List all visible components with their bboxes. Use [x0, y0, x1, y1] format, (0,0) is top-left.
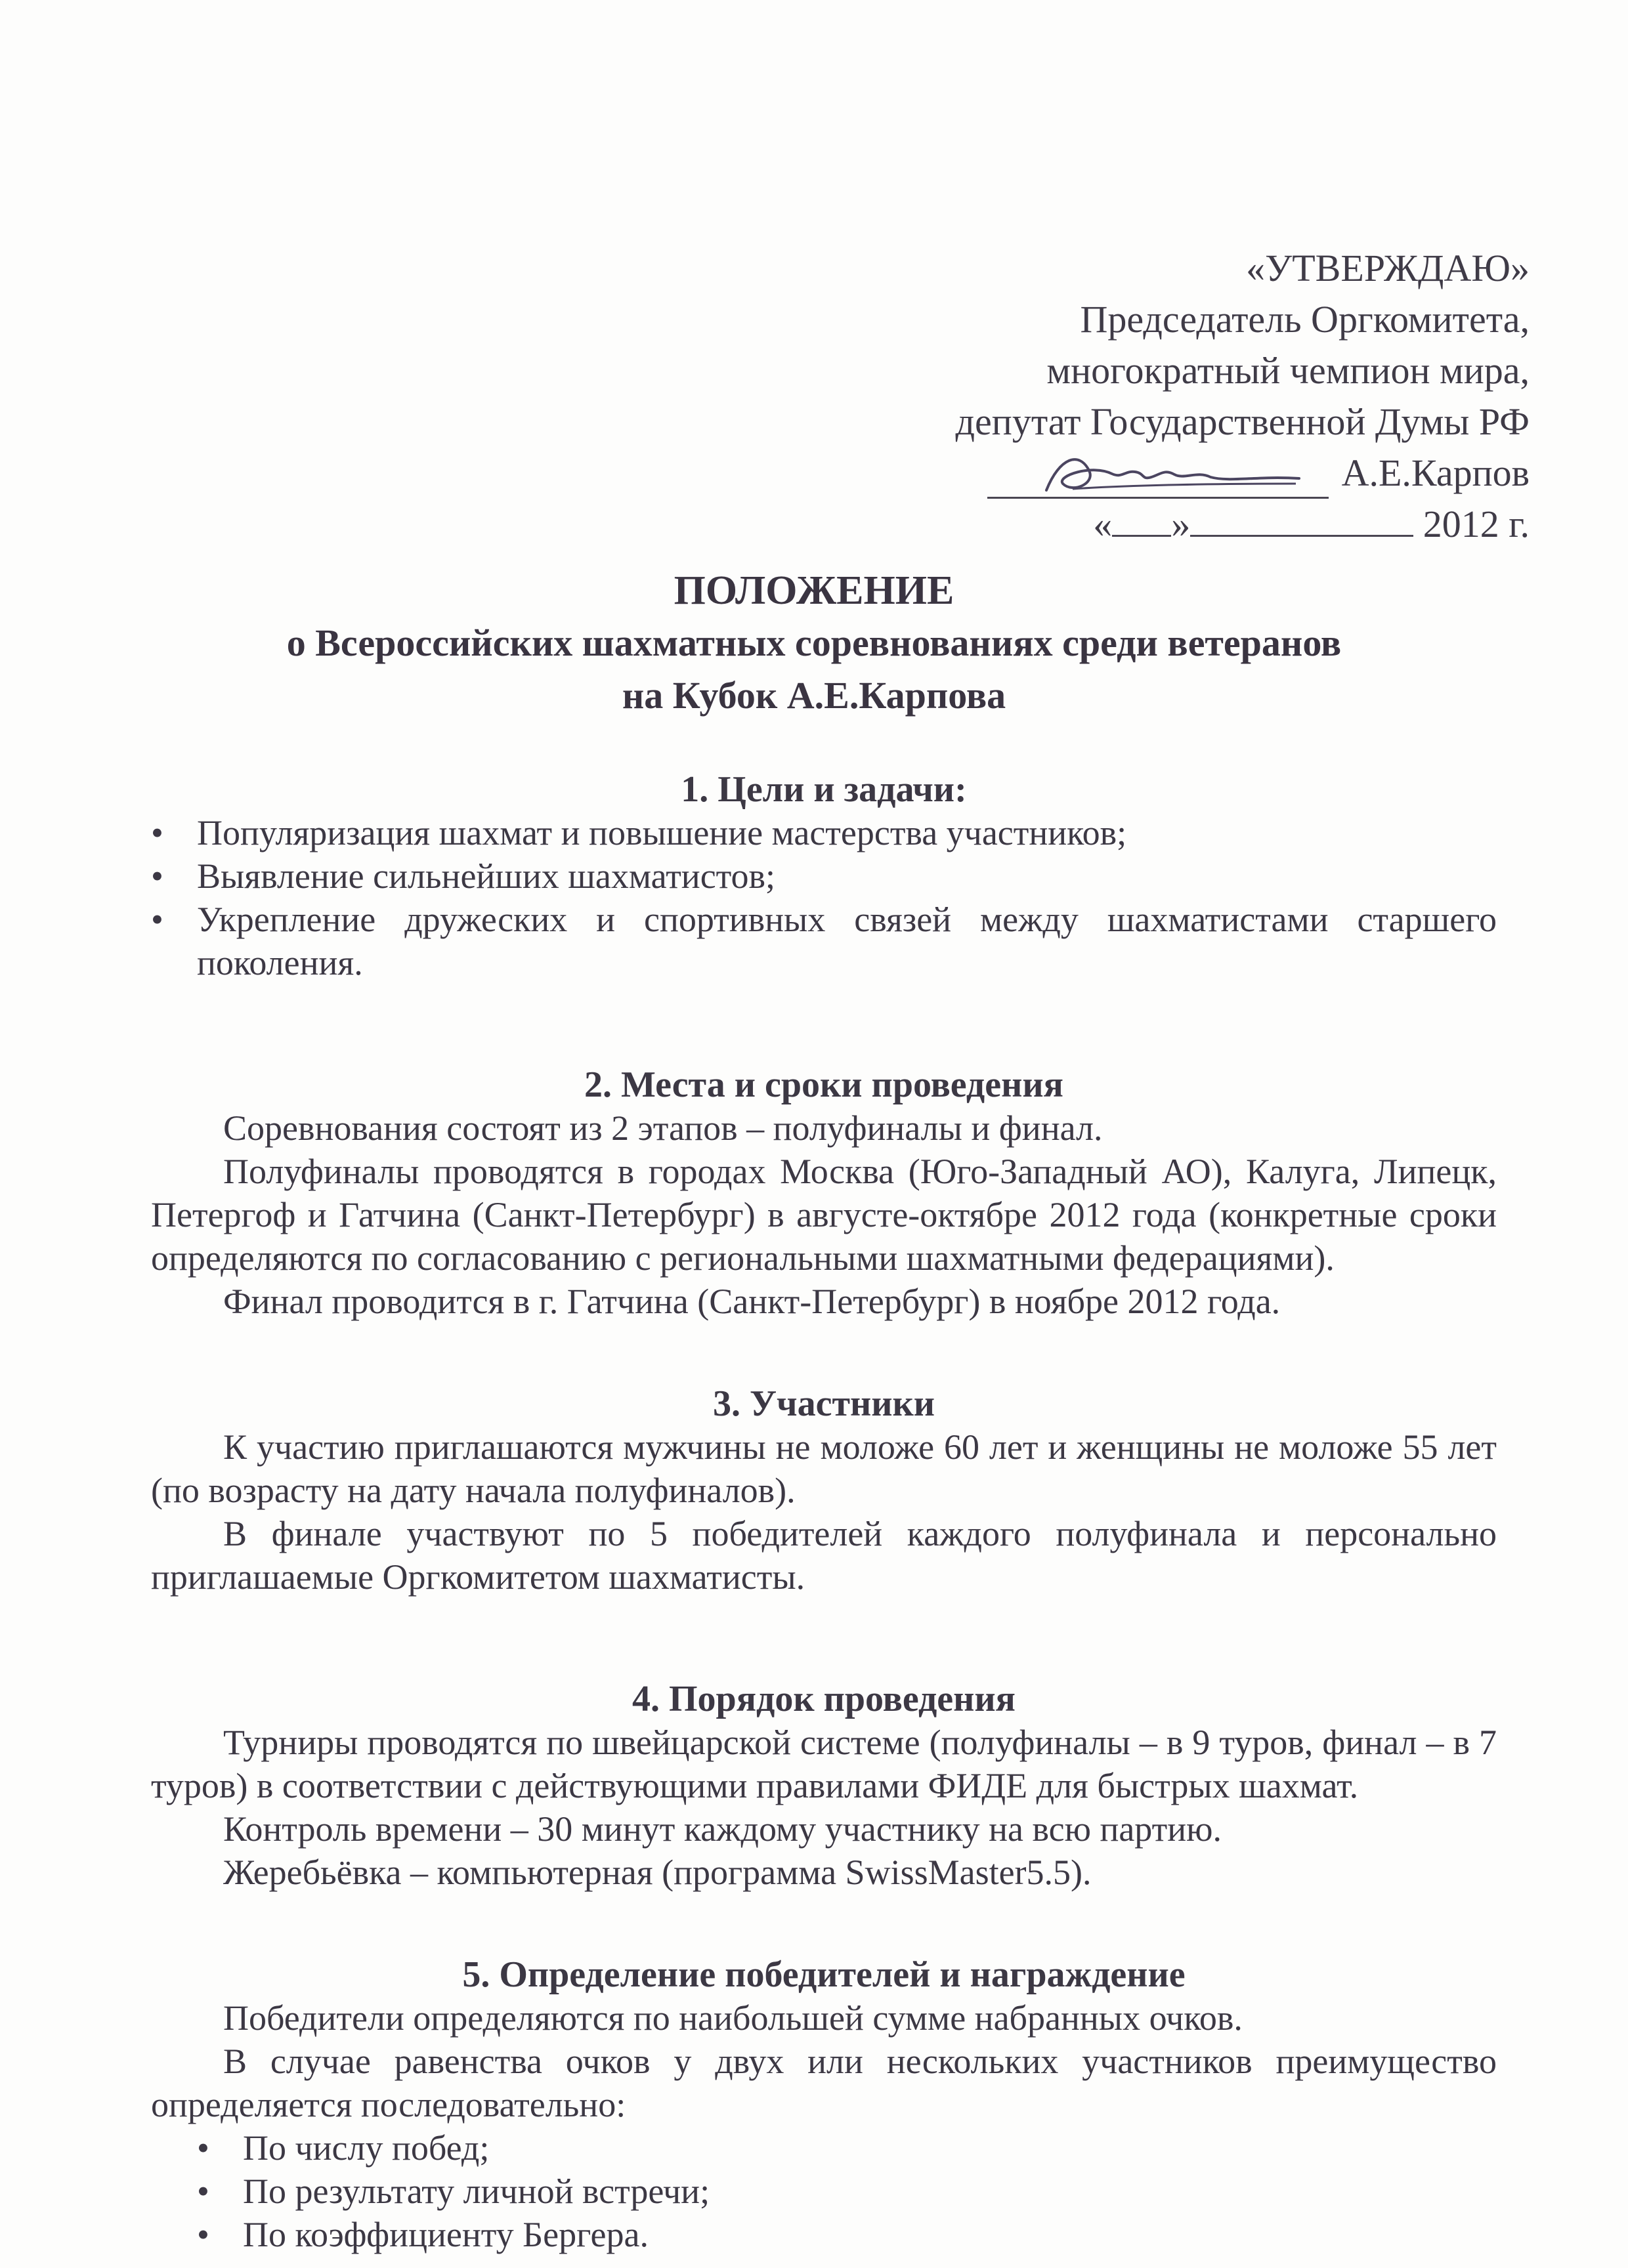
title-heading: ПОЛОЖЕНИЕ	[674, 568, 954, 613]
paragraph: Соревнования состоят из 2 этапов – полуфиналы и финал.	[223, 1108, 1103, 1148]
goals-list	[151, 811, 1497, 984]
tiebreak-list	[151, 2126, 1497, 2256]
approval-office: депутат Государственной Думы РФ	[955, 400, 1530, 443]
paragraph: Контроль времени – 30 минут каждому участнику на всю партию.	[223, 1809, 1222, 1849]
list-item: • По результату личной встречи;	[197, 2172, 710, 2211]
section-title-procedure: 4. Порядок проведения	[632, 1679, 1016, 1719]
section-title-goals: 1. Цели и задачи:	[681, 769, 967, 810]
approval-block	[956, 243, 1530, 550]
document-title	[0, 564, 1628, 722]
approval-title: многократный чемпион мира,	[1046, 349, 1530, 392]
list-item: • По коэффициенту Бергера.	[197, 2215, 649, 2254]
handwritten-signature	[1033, 444, 1309, 503]
list-item: • Популяризация шахмат и повышение мастерства участников;	[151, 813, 1127, 852]
paragraph: Полуфиналы проводятся в городах Москва (Юго-Западный АО), Калуга, Липецк, Петергоф и Гатчина (Санкт-Петербург) в августе-октябре 2012 года (конкретные сроки определяются по согласованию с региональными шахматными федерациями).	[151, 1152, 1497, 1278]
paragraph: В случае равенства очков у двух или нескольких участников преимущество определяется последовательно:	[151, 2042, 1497, 2124]
section-title-venues: 2. Места и сроки проведения	[584, 1064, 1063, 1105]
approval-heading: «УТВЕРЖДАЮ»	[1246, 247, 1530, 289]
document-body	[151, 768, 1497, 2256]
section-title-participants: 3. Участники	[712, 1383, 935, 1424]
section-title-winners: 5. Определение победителей и награждение	[462, 1954, 1186, 1995]
list-item: • Укрепление дружеских и спортивных связей между шахматистами старшего поколения.	[151, 900, 1497, 982]
approval-position: Председатель Оргкомитета,	[1080, 298, 1530, 341]
paragraph: Турниры проводятся по швейцарской системе (полуфиналы – в 9 туров, финал – в 7 туров) в соответствии с действующими правилами ФИДЕ для быстрых шахмат.	[151, 1723, 1497, 1805]
approval-year: 2012 г.	[1423, 503, 1530, 545]
title-cup: на Кубок А.Е.Карпова	[622, 674, 1006, 717]
paragraph: Победители определяются по наибольшей сумме набранных очков.	[223, 1998, 1243, 2038]
paragraph: Финал проводится в г. Гатчина (Санкт-Петербург) в ноябре 2012 года.	[223, 1282, 1281, 1321]
list-item: • Выявление сильнейших шахматистов;	[151, 856, 776, 896]
approval-date: « » 2012 г.	[1093, 503, 1530, 545]
signature-row	[956, 448, 1530, 499]
paragraph: Жеребьёвка – компьютерная (программа SwissMaster5.5).	[223, 1853, 1092, 1892]
signature-line	[987, 457, 1329, 499]
signer-name: А.Е.Карпов	[1341, 452, 1530, 494]
title-subject: о Всероссийских шахматных соревнованиях среди ветеранов	[286, 621, 1342, 664]
list-item: • По числу побед;	[197, 2128, 490, 2168]
paragraph: К участию приглашаются мужчины не моложе 60 лет и женщины не моложе 55 лет (по возрасту на дату начала полуфиналов).	[151, 1427, 1497, 1510]
paragraph: В финале участвуют по 5 победителей каждого полуфинала и персонально приглашаемые Оргкомитетом шахматисты.	[151, 1514, 1497, 1597]
